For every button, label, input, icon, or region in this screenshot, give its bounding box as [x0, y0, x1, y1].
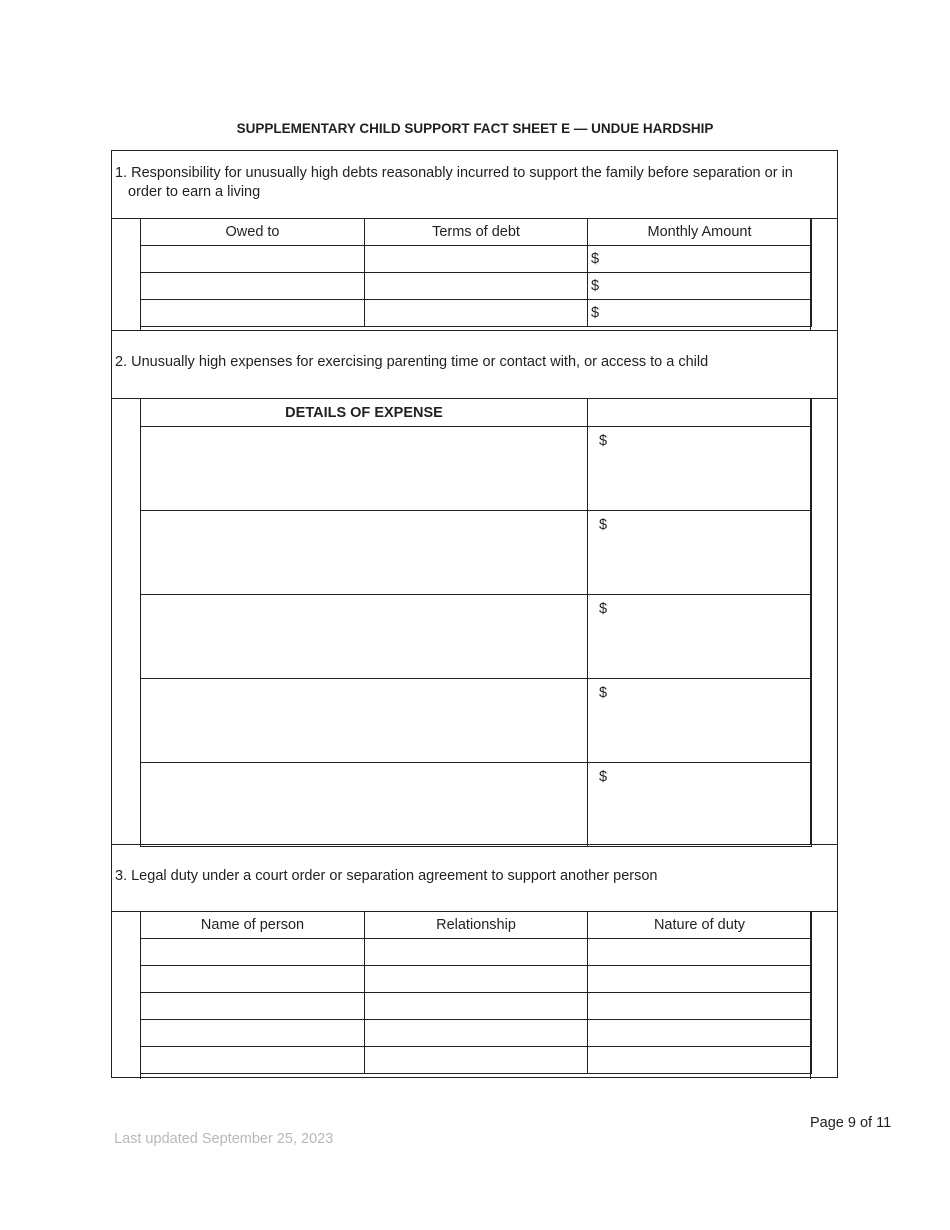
currency-label: $: [591, 251, 600, 267]
owed-to-field[interactable]: [141, 300, 365, 327]
column-header-owed-to: Owed to: [141, 219, 365, 246]
person-name-field[interactable]: [141, 1020, 365, 1047]
person-name-field[interactable]: [141, 939, 365, 966]
question-3: 3. Legal duty under a court order or separation agreement to support another person: [115, 868, 658, 884]
expense-details-field[interactable]: [141, 679, 588, 763]
person-name-field[interactable]: [141, 993, 365, 1020]
nature-of-duty-field[interactable]: [588, 966, 812, 993]
table-row: [141, 679, 812, 763]
currency-label: $: [599, 685, 608, 701]
expense-amount-field[interactable]: [588, 763, 812, 847]
table-header-row: [141, 219, 812, 246]
divider: [112, 330, 837, 331]
relationship-field[interactable]: [365, 993, 588, 1020]
debts-table: [140, 218, 812, 327]
expense-amount-field[interactable]: [588, 595, 812, 679]
column-header-relationship: Relationship: [365, 912, 588, 939]
owed-to-field[interactable]: [141, 273, 365, 300]
table-row: [141, 300, 812, 327]
currency-label: $: [591, 305, 600, 321]
expense-details-field[interactable]: [141, 511, 588, 595]
last-updated: Last updated September 25, 2023: [114, 1131, 334, 1147]
table-row: [141, 1047, 812, 1074]
relationship-field[interactable]: [365, 966, 588, 993]
table-row: [141, 273, 812, 300]
currency-label: $: [599, 433, 608, 449]
expense-amount-field[interactable]: [588, 679, 812, 763]
table-row: [141, 1020, 812, 1047]
person-name-field[interactable]: [141, 966, 365, 993]
expense-details-field[interactable]: [141, 595, 588, 679]
form-title: SUPPLEMENTARY CHILD SUPPORT FACT SHEET E — UNDUE HARDSHIP: [236, 121, 714, 136]
table-header-row: [141, 912, 812, 939]
nature-of-duty-field[interactable]: [588, 993, 812, 1020]
table-row: [141, 427, 812, 511]
person-name-field[interactable]: [141, 1047, 365, 1074]
table-row: [141, 595, 812, 679]
table-row: [141, 939, 812, 966]
column-header-name: Name of person: [141, 912, 365, 939]
expense-amount-field[interactable]: [588, 427, 812, 511]
currency-label: $: [591, 278, 600, 294]
page-number: Page 9 of 11: [810, 1115, 892, 1131]
currency-label: $: [599, 769, 608, 785]
expense-amount-field[interactable]: [588, 511, 812, 595]
table-row: [141, 763, 812, 847]
terms-field[interactable]: [365, 273, 588, 300]
currency-label: $: [599, 517, 608, 533]
nature-of-duty-field[interactable]: [588, 1047, 812, 1074]
column-header-nature-of-duty: Nature of duty: [588, 912, 812, 939]
monthly-amount-field[interactable]: [588, 273, 812, 300]
nature-of-duty-field[interactable]: [588, 939, 812, 966]
terms-field[interactable]: [365, 246, 588, 273]
question-2: 2. Unusually high expenses for exercising parenting time or contact with, or access to a child: [115, 354, 709, 370]
expense-details-field[interactable]: [141, 427, 588, 511]
column-header-amount: [588, 399, 812, 427]
monthly-amount-field[interactable]: [588, 246, 812, 273]
column-header-details: DETAILS OF EXPENSE: [141, 399, 588, 427]
table-row: [141, 511, 812, 595]
divider: [112, 844, 837, 845]
support-duty-table: [140, 911, 812, 1074]
column-header-terms: Terms of debt: [365, 219, 588, 246]
hardship-form: [111, 150, 838, 1078]
table-row: [141, 966, 812, 993]
relationship-field[interactable]: [365, 1047, 588, 1074]
column-header-monthly-amount: Monthly Amount: [588, 219, 812, 246]
expense-details-field[interactable]: [141, 763, 588, 847]
table-row: [141, 993, 812, 1020]
relationship-field[interactable]: [365, 939, 588, 966]
monthly-amount-field[interactable]: [588, 300, 812, 327]
terms-field[interactable]: [365, 300, 588, 327]
nature-of-duty-field[interactable]: [588, 1020, 812, 1047]
question-1: 1. Responsibility for unusually high debts reasonably incurred to support the family before separation or in order to earn a living: [115, 165, 793, 200]
table-header-row: [141, 399, 812, 427]
table-row: [141, 246, 812, 273]
relationship-field[interactable]: [365, 1020, 588, 1047]
currency-label: $: [599, 601, 608, 617]
expenses-table: [140, 398, 812, 847]
owed-to-field[interactable]: [141, 246, 365, 273]
